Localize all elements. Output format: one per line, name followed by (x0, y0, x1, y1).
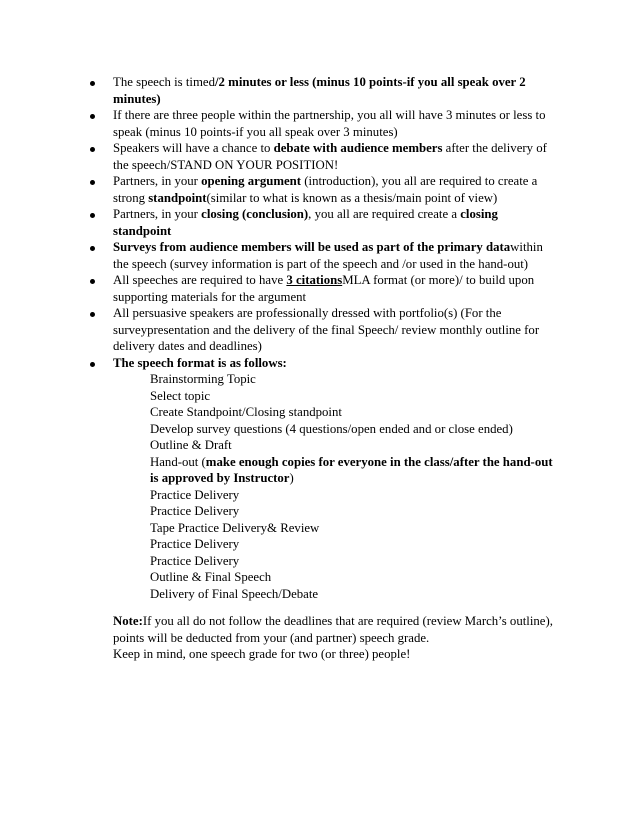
step-item: Develop survey questions (4 questions/open ended and or close ended) (150, 421, 513, 436)
bullet-text: All speeches are required to have (113, 273, 287, 287)
bullet-icon (90, 246, 95, 251)
step-item: Outline & Draft (150, 438, 232, 452)
list-item (0, 74, 558, 107)
list-item (0, 206, 558, 239)
step-item: Brainstorming Topic (150, 372, 256, 386)
list-item (0, 173, 558, 206)
bullet-text: (introduction), you all are required to create a strong (113, 174, 538, 205)
note-paragraph (113, 613, 558, 663)
bullet-icon (90, 81, 95, 86)
list-item (0, 272, 558, 305)
bullet-text: Partners, in your (113, 174, 202, 188)
speech-format-steps (113, 371, 558, 602)
step-item: Practice Delivery (150, 553, 240, 568)
step-item: Outline & Final Speech (150, 570, 272, 584)
step-text: Hand-out ( (150, 454, 206, 469)
bullet-bold: opening argument (201, 174, 302, 188)
bullet-bold: debate with audience members (273, 141, 443, 155)
step-item: Tape Practice Delivery& Review (150, 520, 320, 535)
requirements-list (0, 74, 638, 602)
bullet-text: The speech is timed (113, 75, 215, 89)
bullet-icon (90, 180, 95, 185)
list-item (0, 107, 558, 140)
bullet-icon (90, 312, 95, 317)
bullet-icon (90, 279, 95, 284)
bullet-icon (90, 147, 95, 152)
step-text: ) (289, 471, 294, 485)
step-item: Delivery of Final Speech/Debate (150, 586, 319, 601)
list-item (0, 239, 558, 272)
note-text: If you all do not follow the deadlines that are required (review March’s outline), points will be deducted from your (and partner) speech grade. (113, 614, 553, 645)
list-item (0, 355, 558, 603)
bullet-text: Partners, in your (113, 207, 202, 221)
bullet-bold: closing (conclusion) (201, 207, 309, 221)
bullet-bold: standpoint (148, 190, 207, 205)
bullet-text: Speakers will have a chance to (113, 141, 274, 155)
bullet-text: within the speech (survey information is part of the speech and /or used in the hand-out) (113, 240, 543, 271)
step-bold: make enough copies for everyone in the class/after the hand-out is approved by Instructor (150, 454, 553, 485)
list-item (0, 140, 558, 173)
step-item-handout (150, 454, 558, 487)
note-line2: Keep in mind, one speech grade for two (or three) people! (113, 647, 411, 661)
bullet-text: MLA format (or more)/ to build upon supporting materials for the argument (113, 273, 535, 304)
bullet-icon (90, 213, 95, 218)
bullet-text: All persuasive speakers are professionally dressed with portfolio(s) (For the surveypresentation and the delivery of the final Speech/ review monthly outline for delivery dates and deadlines) (113, 306, 540, 353)
bullet-bold: closing standpoint (113, 207, 498, 238)
bullet-bold: Surveys from audience members will be used as part of the primary data (113, 240, 511, 254)
list-item (0, 305, 558, 355)
step-item: Select topic (150, 388, 211, 403)
bullet-icon (90, 362, 95, 367)
bullet-text: after the delivery of the speech/STAND ON YOUR POSITION! (113, 141, 547, 172)
bullet-text: If there are three people within the partnership, you all will have 3 minutes or less to speak (minus 10 points-if you all speak over 3 minutes) (113, 108, 546, 139)
step-item: Practice Delivery (150, 487, 240, 502)
step-item: Practice Delivery (150, 504, 240, 518)
bullet-icon (90, 114, 95, 119)
bullet-bold-underlined: 3 citations (286, 273, 343, 287)
bullet-text: (similar to what is known as a thesis/main point of view) (206, 190, 498, 205)
step-item: Practice Delivery (150, 537, 240, 551)
step-item: Create Standpoint/Closing standpoint (150, 405, 342, 419)
note-label: Note: (113, 614, 143, 628)
bullet-text: , you all are required create a (308, 207, 461, 221)
bullet-bold: /2 minutes or less (minus 10 points-if you all speak over 2 minutes) (113, 75, 526, 106)
bullet-bold: The speech format is as follows: (113, 355, 287, 370)
